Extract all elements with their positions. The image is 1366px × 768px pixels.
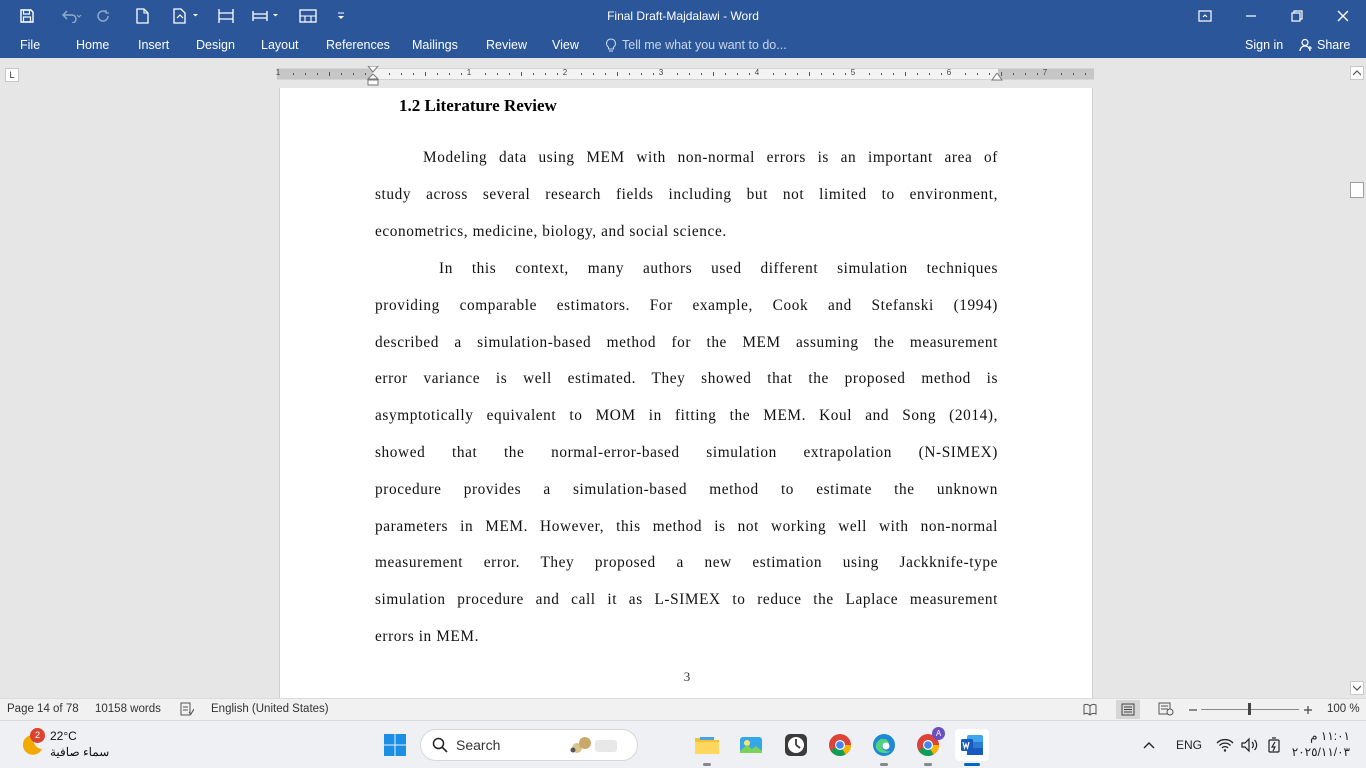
ruler-tick [977,73,978,75]
print-layout-icon [1121,703,1135,716]
ruler-tick [365,73,366,75]
first-line-indent-marker[interactable] [367,66,379,74]
ruler-tick [845,73,846,75]
clock-date: ٢٠٢٥/١١/٠٣ [1291,745,1350,759]
ruler-number: 1 [275,68,281,77]
ruler-tick [629,73,630,75]
ruler-tick [725,73,726,75]
ruler-tick [509,73,510,75]
taskbar-search[interactable] [420,729,638,761]
title-bar [0,0,1366,32]
status-bar [0,698,1366,720]
horizontal-ruler[interactable] [277,68,1094,80]
tab-mailings[interactable]: Mailings [412,38,458,52]
text-line: described a simulation-based method for the MEM assuming the measurement [375,333,998,351]
ruler-tick [449,73,450,75]
tab-view[interactable]: View [552,38,579,52]
text-line: Modeling data using MEM with non-normal errors is an important area of [423,149,998,166]
ruler-tick [869,73,870,75]
right-indent-marker[interactable] [991,73,1003,81]
volume-icon[interactable] [1241,737,1259,753]
tab-layout[interactable]: Layout [261,38,299,52]
ruler-tick [689,73,690,75]
ruler-tick [785,73,786,75]
edge-button[interactable] [867,729,901,761]
ruler-tick [917,73,918,75]
ruler-tick [305,73,306,75]
ruler-tick [1037,73,1038,75]
text-line: providing comparable estimators. For example, Cook and Stefanski (1994) [375,296,998,314]
ruler-tick [425,72,426,76]
zoom-level[interactable]: 100 % [1327,703,1360,715]
table-icon[interactable] [288,0,328,32]
text-line: error variance is well estimated. They showed that the proposed method is [375,370,998,388]
document-page[interactable] [279,88,1093,698]
ruler-number: 2 [562,68,568,77]
text-line: econometrics, medicine, biology, and social science. [375,222,727,240]
ruler-tick [497,73,498,75]
text-line: asymptotically equivalent to MOM in fitting the MEM. Koul and Song (2014), [375,407,998,425]
chrome-profile-button[interactable] [911,729,945,761]
clock-app-button[interactable] [779,729,813,761]
show-hidden-icons-chevron-up-icon[interactable] [1143,741,1155,749]
ruler-tick [653,73,654,75]
ruler-tick [593,73,594,75]
input-language[interactable]: ENG [1176,738,1203,752]
word-count[interactable]: 10158 words [95,703,161,715]
save-icon[interactable] [0,0,54,32]
tab-insert[interactable]: Insert [138,38,170,52]
share-label: Share [1317,38,1351,52]
zoom-in-icon[interactable] [1303,705,1313,715]
ruler-tick [737,73,738,75]
clock-app-icon [784,733,808,757]
person-icon [1299,38,1313,52]
ruler-tick [905,72,906,76]
ruler-tick [413,73,414,75]
ruler-number: 1 [466,68,472,77]
tab-references[interactable]: References [326,38,390,52]
ruler-area [0,58,1366,88]
word-button[interactable] [955,729,989,761]
wifi-icon[interactable] [1216,738,1234,752]
undo-icon[interactable] [54,0,90,32]
ruler-tick [461,73,462,75]
search-highlight-icon [567,734,621,758]
web-layout-icon[interactable] [1158,702,1174,716]
ruler-tick [929,73,930,75]
ruler-tick [533,73,534,75]
ruler-tick [605,73,606,75]
ruler-tick [965,73,966,75]
window-controls [1182,0,1366,32]
page-count[interactable]: Page 14 of 78 [7,703,79,715]
system-clock[interactable] [1290,728,1350,760]
format-icon[interactable] [166,0,208,32]
ruler-tick [401,73,402,75]
tab-selector[interactable]: L [5,68,19,82]
edge-icon [872,733,896,757]
battery-charging-icon[interactable] [1265,737,1283,753]
quick-access-toolbar [0,0,354,32]
ruler-tick [989,73,990,75]
document-title: Final Draft-Majdalawi - Word [607,9,759,23]
left-margin-shade [277,69,373,79]
ruler-tick [557,73,558,75]
weather-condition: سماء صافية [50,745,110,759]
running-indicator [703,763,711,766]
ruler-tick [1013,73,1014,75]
proofing-icon[interactable] [180,702,194,716]
scroll-down-icon[interactable] [1350,681,1364,695]
photos-button[interactable] [734,729,768,761]
search-label: Search [456,737,501,753]
weather-badge: 2 [30,728,45,743]
tab-design[interactable]: Design [196,38,235,52]
minimize-icon[interactable] [1228,0,1274,32]
chrome-icon [828,733,852,757]
file-explorer-button[interactable] [690,729,724,761]
text-line: In this context, many authors used different simulation techniques [439,260,998,277]
language-status[interactable]: English (United States) [211,703,329,715]
active-indicator [964,763,980,766]
profile-badge: A [932,727,945,740]
running-indicator [924,763,932,766]
windows-start-icon[interactable] [383,733,407,757]
zoom-slider-thumb[interactable] [1248,703,1251,715]
ruler-number: 5 [850,68,856,77]
ruler-tick [713,72,714,76]
ruler-number: 3 [658,68,664,77]
hanging-indent-marker[interactable] [367,74,379,86]
scroll-thumb[interactable] [1350,182,1364,198]
ruler-tick [1085,73,1086,75]
section-heading: 1.2 Literature Review [399,96,557,115]
search-icon [432,737,448,753]
text-line: measurement error. They proposed a new estimation using Jackknife-type [375,554,998,572]
ruler-tick [389,73,390,75]
scroll-up-icon[interactable] [1350,66,1364,80]
ruler-tick [293,73,294,75]
ruler-tick [641,73,642,75]
ruler-tick [749,73,750,75]
ruler-tick [485,73,486,75]
ruler-tick [809,72,810,76]
taskbar [0,720,1366,768]
layout-icon[interactable] [208,0,244,32]
ruler-number: 7 [1042,68,1048,77]
ruler-tick [581,73,582,75]
vertical-scrollbar[interactable] [1349,66,1366,696]
redo-icon[interactable] [90,0,118,32]
ruler-tick [545,73,546,75]
ruler-tick [353,73,354,75]
page-number: 3 [683,669,691,684]
ribbon-tabs [0,32,1366,58]
ruler-tick [1061,73,1062,75]
ribbon-display-icon[interactable] [1182,0,1228,32]
tab-file[interactable]: File [20,38,41,52]
text-line: showed that the normal-error-based simulation extrapolation (N-SIMEX) [375,443,998,461]
close-icon[interactable] [1320,0,1366,32]
tab-home[interactable]: Home [76,38,110,52]
photos-icon [738,734,764,756]
print-layout-button[interactable] [1116,700,1140,719]
running-indicator [880,763,888,766]
restore-icon[interactable] [1274,0,1320,32]
ruler-tick [833,73,834,75]
ruler-tick [437,73,438,75]
file-explorer-icon [694,734,720,756]
text-line: procedure provides a simulation-based method to estimate the unknown [375,480,998,498]
lightbulb-icon [605,38,617,53]
weather-widget[interactable] [18,726,128,764]
clock-time: ١١:٠١ م [1310,729,1350,743]
ruler-tick [617,72,618,76]
temperature: 22°C [50,729,77,743]
tab-review[interactable]: Review [486,38,527,52]
ruler-tick [329,72,330,76]
text-line: errors in MEM. [375,627,479,645]
ruler-tick [701,73,702,75]
text-line: simulation procedure and call it as L-SIMEX to reduce the Laplace measurement [375,591,998,609]
paragraph-2 [375,259,998,664]
word-icon [960,734,984,756]
ruler-tick [821,73,822,75]
text-line: parameters in MEM. However, this method is not working well with non-normal [375,517,998,535]
ruler-tick [521,72,522,76]
ruler-tick [317,73,318,75]
ruler-number: 6 [946,68,952,77]
tell-me-label: Tell me what you want to do... [622,38,787,52]
ruler-tick [341,73,342,75]
tell-me-box[interactable] [605,32,787,58]
ruler-tick [893,73,894,75]
zoom-out-icon[interactable] [1188,705,1198,715]
read-mode-icon[interactable] [1083,702,1097,716]
customize-icon[interactable] [328,0,354,32]
text-line: study across several research fields including but not limited to environment, [375,185,998,203]
ruler-number: 4 [754,68,760,77]
ruler-tick [677,73,678,75]
ruler-tick [797,73,798,75]
ruler-tick [941,73,942,75]
ruler-tick [1073,73,1074,75]
ruler-tick [1025,73,1026,75]
new-document-icon[interactable] [118,0,166,32]
chrome-button[interactable] [823,729,857,761]
sign-in-link[interactable]: Sign in [1245,38,1284,52]
ruler-tick [881,73,882,75]
share-button[interactable] [1293,32,1355,58]
paragraph-1 [375,148,998,258]
ruler-tick [773,73,774,75]
width-icon[interactable] [244,0,288,32]
